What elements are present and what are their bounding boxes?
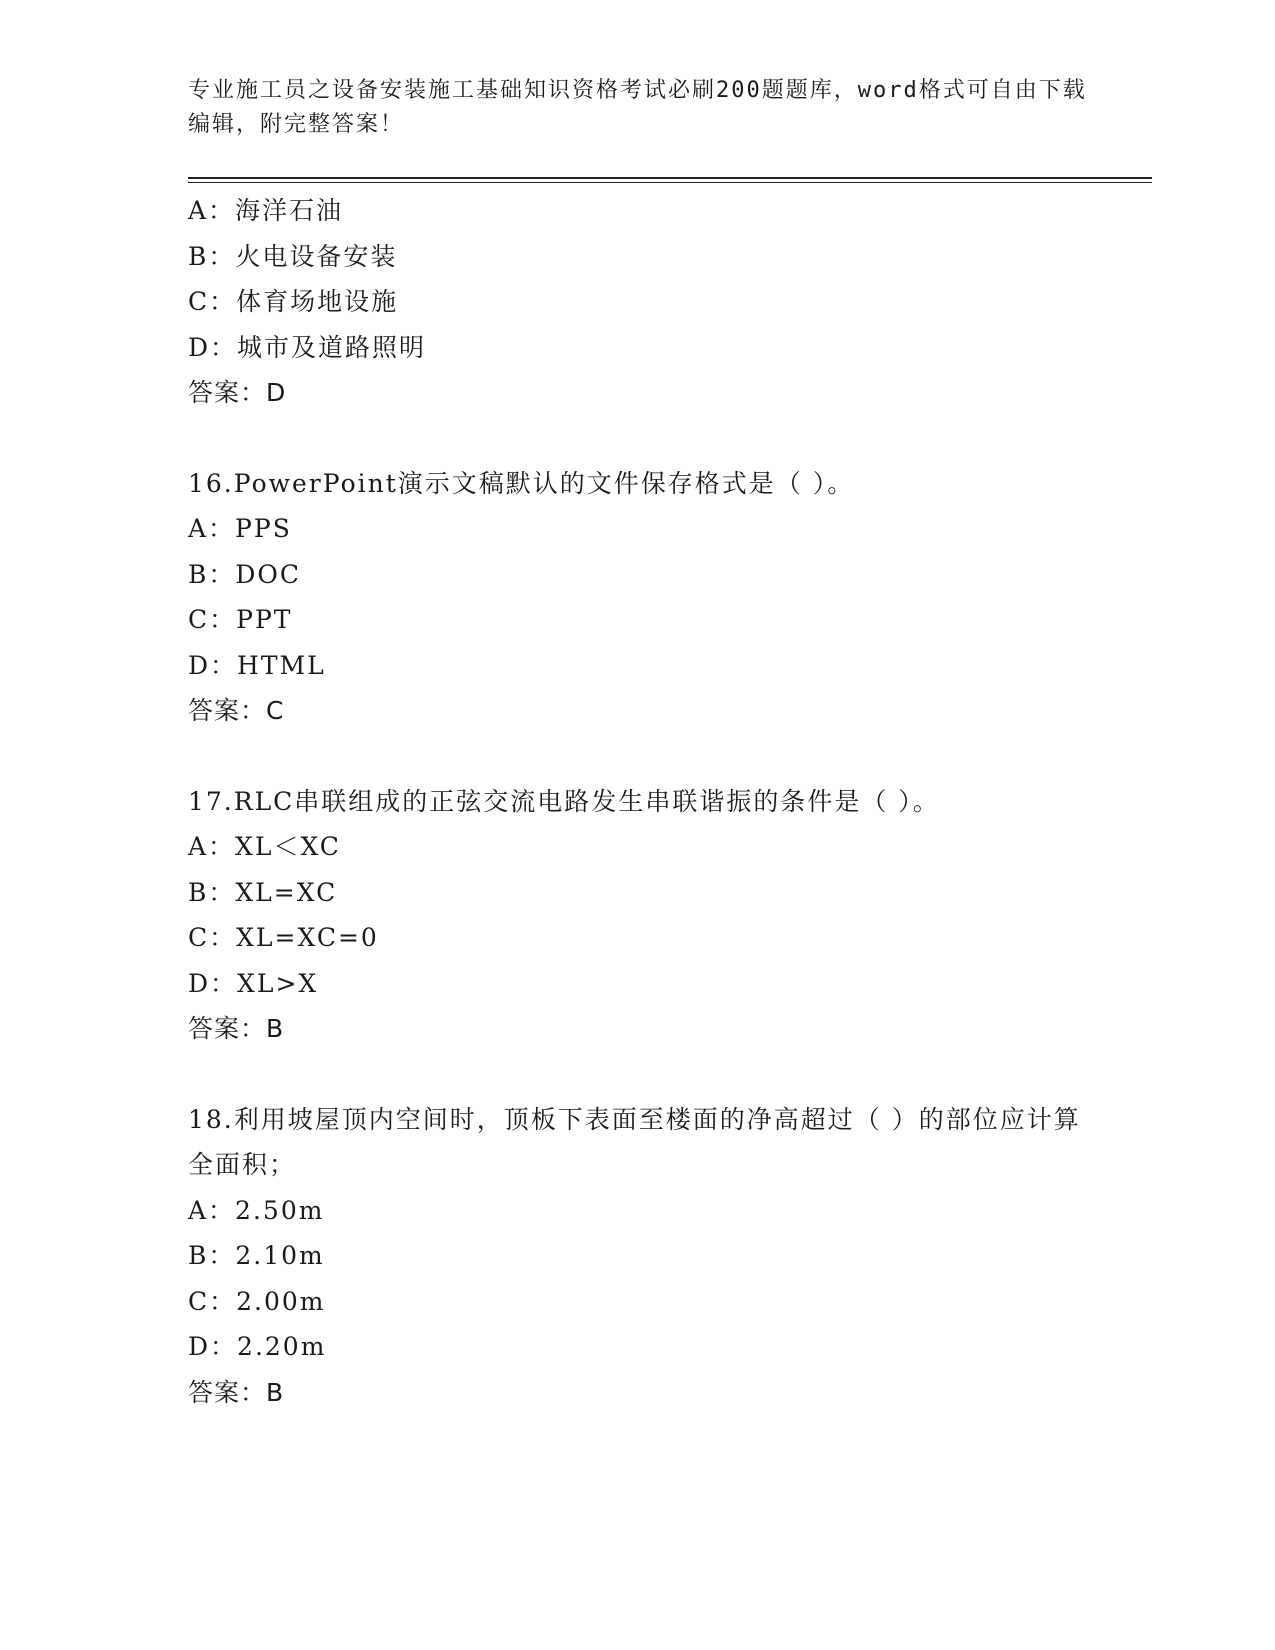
header-divider-thin — [188, 182, 1152, 183]
question-18 — [188, 1097, 1088, 1416]
option-a: A：XL＜XC — [188, 832, 341, 861]
option-d: D：HTML — [188, 650, 326, 680]
option-c: C：2.00m — [188, 1286, 326, 1316]
answer-line: 答案：D — [188, 378, 287, 407]
header-divider-thick — [188, 177, 1152, 179]
option-a: A：海洋石油 — [188, 196, 344, 225]
document-header: 专业施工员之设备安装施工基础知识资格考试必刷200题题库，word格式可自由下载编辑，附完整答案！ — [188, 78, 1087, 137]
answer-line: 答案：C — [188, 696, 285, 725]
question-17 — [188, 779, 1088, 1052]
option-d: D：XL>X — [188, 968, 319, 998]
option-d: D：城市及道路照明 — [188, 332, 427, 362]
question-16 — [188, 461, 1088, 734]
question-text: 18.利用坡屋顶内空间时，顶板下表面至楼面的净高超过（ ）的部位应计算全面积； — [188, 1104, 1081, 1179]
option-b: B：DOC — [188, 559, 302, 589]
option-c: C：体育场地设施 — [188, 287, 399, 316]
option-d: D：2.20m — [188, 1332, 327, 1361]
question-15 — [188, 188, 1088, 416]
answer-line: 答案：B — [188, 1377, 285, 1407]
question-list — [188, 188, 1088, 1415]
question-text: 17.RLC串联组成的正弦交流电路发生串联谐振的条件是（ ）。 — [188, 786, 940, 816]
option-c: C：XL=XC=0 — [188, 923, 379, 952]
option-c: C：PPT — [188, 605, 293, 634]
option-b: B：XL=XC — [188, 877, 338, 907]
option-b: B：2.10m — [188, 1241, 325, 1270]
option-a: A：PPS — [188, 514, 292, 543]
question-text: 16.PowerPoint演示文稿默认的文件保存格式是（ ）。 — [188, 468, 855, 498]
option-b: B：火电设备安装 — [188, 241, 398, 271]
answer-line: 答案：B — [188, 1014, 285, 1043]
option-a: A：2.50m — [188, 1195, 325, 1225]
